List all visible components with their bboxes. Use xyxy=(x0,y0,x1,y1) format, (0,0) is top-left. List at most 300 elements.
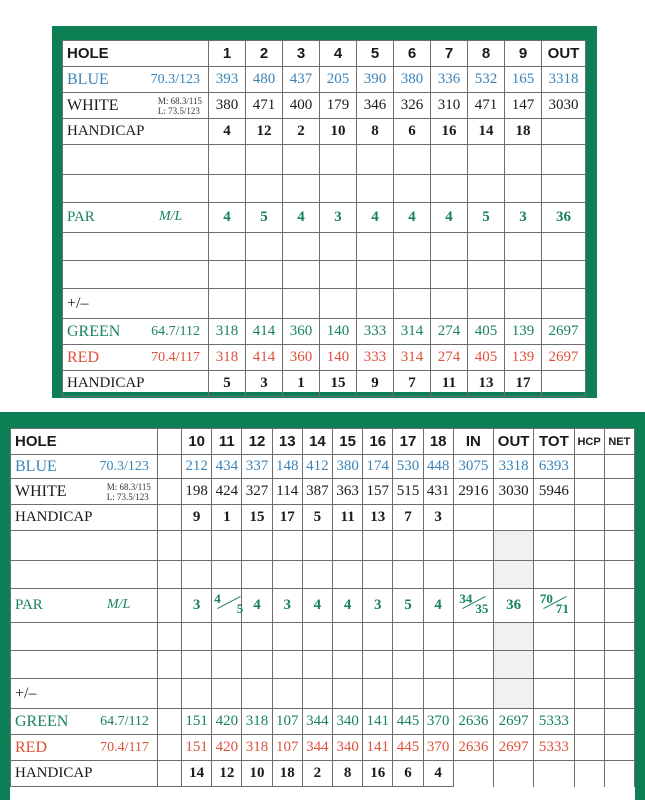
handicap-cell xyxy=(542,119,586,145)
player-row xyxy=(63,145,586,175)
score-entry-cell[interactable] xyxy=(363,651,393,679)
score-entry-cell[interactable] xyxy=(320,145,357,175)
hole-number: OUT xyxy=(494,429,534,455)
score-entry-cell[interactable] xyxy=(394,261,431,289)
hole-number: NET xyxy=(604,429,634,455)
plus-minus-cell[interactable] xyxy=(357,289,394,319)
score-entry-cell[interactable] xyxy=(333,623,363,651)
hole-number: 12 xyxy=(242,429,272,455)
red-yardage-cell: 318 xyxy=(209,345,246,371)
plus-minus-cell[interactable] xyxy=(182,679,212,709)
blue-yardage-cell: 165 xyxy=(505,67,542,93)
score-entry-cell[interactable] xyxy=(468,233,505,261)
score-entry-cell[interactable] xyxy=(534,561,574,589)
score-entry-cell[interactable] xyxy=(209,233,246,261)
score-entry-cell[interactable] xyxy=(468,145,505,175)
player-row xyxy=(63,175,586,203)
score-entry-cell[interactable] xyxy=(272,531,302,561)
score-entry-cell[interactable] xyxy=(242,531,272,561)
plus-minus-cell[interactable] xyxy=(604,679,634,709)
green-yardage-cell: 414 xyxy=(246,319,283,345)
score-entry-cell[interactable] xyxy=(574,531,604,561)
par: 4 xyxy=(302,589,332,623)
score-entry-cell[interactable] xyxy=(209,261,246,289)
blue-yardage-cell: 174 xyxy=(363,455,393,479)
green-tee-name: GREEN xyxy=(67,322,121,340)
par: 4 xyxy=(242,589,272,623)
score-entry-cell[interactable] xyxy=(209,175,246,203)
plus-minus-cell[interactable] xyxy=(157,679,181,709)
score-entry-cell[interactable] xyxy=(494,651,534,679)
blue-yardage-cell: 390 xyxy=(357,67,394,93)
par: 36 xyxy=(494,589,534,623)
score-entry-cell[interactable] xyxy=(333,531,363,561)
score-entry-cell[interactable] xyxy=(283,233,320,261)
score-entry-cell[interactable] xyxy=(283,175,320,203)
score-entry-cell[interactable] xyxy=(604,561,634,589)
score-entry-cell[interactable] xyxy=(394,145,431,175)
score-entry-cell[interactable] xyxy=(494,561,534,589)
par-cell: 5 xyxy=(246,203,283,233)
white-label xyxy=(11,479,158,505)
blue-rating: 70.3/123 xyxy=(150,71,200,87)
blue-yardage-cell xyxy=(574,455,604,479)
score-entry-cell[interactable] xyxy=(320,233,357,261)
score-entry-cell[interactable] xyxy=(157,561,181,589)
score-entry-cell[interactable] xyxy=(393,651,423,679)
spacer-cell xyxy=(157,429,181,455)
hole-number: 15 xyxy=(333,429,363,455)
score-entry-cell[interactable] xyxy=(423,623,453,651)
plus-minus-cell[interactable] xyxy=(574,679,604,709)
score-entry-cell[interactable] xyxy=(182,531,212,561)
par-row xyxy=(63,203,586,233)
white-yardage-cell: 431 xyxy=(423,479,453,505)
red-tee-name: RED xyxy=(15,738,47,756)
blue-tees-row xyxy=(11,455,635,479)
green-yardage-cell: 420 xyxy=(212,709,242,735)
empty-cell xyxy=(453,505,493,531)
plus-minus-cell[interactable] xyxy=(302,679,332,709)
score-entry-cell[interactable] xyxy=(468,261,505,289)
score-entry-cell[interactable] xyxy=(302,531,332,561)
hole-number: 5 xyxy=(357,41,394,67)
plus-minus-cell[interactable] xyxy=(468,289,505,319)
score-entry-cell[interactable] xyxy=(302,651,332,679)
score-entry-cell[interactable] xyxy=(494,531,534,561)
hole-number: 10 xyxy=(182,429,212,455)
score-entry-cell[interactable] xyxy=(157,623,181,651)
green-yardage-cell: 344 xyxy=(302,709,332,735)
blue-yardage-cell: 380 xyxy=(394,67,431,93)
score-entry-cell[interactable] xyxy=(182,561,212,589)
score-entry-cell[interactable] xyxy=(272,623,302,651)
hole-number: 16 xyxy=(363,429,393,455)
score-entry-cell[interactable] xyxy=(468,175,505,203)
score-entry-cell[interactable] xyxy=(393,623,423,651)
red-label xyxy=(11,735,158,761)
score-entry-cell[interactable] xyxy=(320,261,357,289)
score-entry-cell[interactable] xyxy=(333,651,363,679)
handicap-cell: 8 xyxy=(357,119,394,145)
handicap-cell: 4 xyxy=(209,119,246,145)
green-tee-name: GREEN xyxy=(15,712,69,730)
handicap-cell: 3 xyxy=(423,505,453,531)
score-entry-cell[interactable] xyxy=(157,531,181,561)
par-text: PAR xyxy=(15,597,43,613)
score-entry-cell[interactable] xyxy=(242,651,272,679)
ladies-handicap-cell: 16 xyxy=(363,761,393,787)
plus-minus-cell[interactable] xyxy=(333,679,363,709)
plus-minus-cell[interactable] xyxy=(363,679,393,709)
plus-minus-cell[interactable] xyxy=(393,679,423,709)
white-yardage-cell: 400 xyxy=(283,93,320,119)
par-cell: 36 xyxy=(542,203,586,233)
handicap-cell: 1 xyxy=(212,505,242,531)
par-in xyxy=(453,589,493,623)
white-yardage-cell: 471 xyxy=(468,93,505,119)
score-entry-cell[interactable] xyxy=(542,175,586,203)
score-entry-cell[interactable] xyxy=(431,175,468,203)
score-entry-cell[interactable] xyxy=(604,531,634,561)
score-entry-cell[interactable] xyxy=(212,531,242,561)
name-entry-cell[interactable] xyxy=(11,531,158,561)
blue-yardage-cell: 6393 xyxy=(534,455,574,479)
plus-minus-cell[interactable] xyxy=(431,289,468,319)
blue-yardage-cell xyxy=(604,455,634,479)
blue-label xyxy=(11,455,158,479)
handicap2-label: HANDICAP xyxy=(63,371,209,397)
score-entry-cell[interactable] xyxy=(542,145,586,175)
spacer-cell xyxy=(157,589,181,623)
handicap-cell: 2 xyxy=(283,119,320,145)
hole-number: 17 xyxy=(393,429,423,455)
score-entry-cell[interactable] xyxy=(242,623,272,651)
blue-label xyxy=(63,67,209,93)
plus-minus-cell[interactable] xyxy=(394,289,431,319)
front-nine-table xyxy=(62,40,586,397)
hole-number: HCP xyxy=(574,429,604,455)
name-entry-cell[interactable] xyxy=(63,175,209,203)
hole-label: HOLE xyxy=(63,41,209,67)
handicap-cell: 6 xyxy=(394,119,431,145)
score-entry-cell[interactable] xyxy=(431,145,468,175)
white-yardage-cell: 5946 xyxy=(534,479,574,505)
par-hole-11 xyxy=(212,589,242,623)
white-yardage-cell: 3030 xyxy=(494,479,534,505)
blue-yardage-cell: 337 xyxy=(242,455,272,479)
red-yardage-cell: 2697 xyxy=(542,345,586,371)
score-entry-cell[interactable] xyxy=(363,531,393,561)
green-yardage-cell: 2636 xyxy=(453,709,493,735)
white-rating xyxy=(158,96,202,116)
score-entry-cell[interactable] xyxy=(283,261,320,289)
green-yardage-cell: 2697 xyxy=(494,709,534,735)
score-entry-cell[interactable] xyxy=(357,233,394,261)
plus-minus-cell[interactable] xyxy=(542,289,586,319)
green-label xyxy=(11,709,158,735)
white-tees-row xyxy=(63,93,586,119)
par-men: 70 xyxy=(539,591,553,606)
score-entry-cell[interactable] xyxy=(394,233,431,261)
red-yardage-cell: 340 xyxy=(333,735,363,761)
red-yardage-cell: 314 xyxy=(394,345,431,371)
white-yardage-cell: 114 xyxy=(272,479,302,505)
score-entry-cell[interactable] xyxy=(357,145,394,175)
hole-number: 11 xyxy=(212,429,242,455)
ladies-handicap-cell: 15 xyxy=(320,371,357,397)
score-entry-cell[interactable] xyxy=(246,175,283,203)
score-entry-cell[interactable] xyxy=(505,233,542,261)
empty-cell xyxy=(604,589,634,623)
empty-cell xyxy=(574,589,604,623)
score-entry-cell[interactable] xyxy=(302,561,332,589)
hole-number: 4 xyxy=(320,41,357,67)
score-entry-cell[interactable] xyxy=(357,175,394,203)
score-entry-cell[interactable] xyxy=(272,561,302,589)
front-nine-card xyxy=(52,26,597,398)
score-entry-cell[interactable] xyxy=(283,145,320,175)
par-total-fraction xyxy=(538,591,570,615)
ladies-handicap-cell: 10 xyxy=(242,761,272,787)
par-cell: 4 xyxy=(394,203,431,233)
score-entry-cell[interactable] xyxy=(302,623,332,651)
player-row xyxy=(63,233,586,261)
par: 3 xyxy=(272,589,302,623)
score-entry-cell[interactable] xyxy=(431,233,468,261)
hole-number: IN xyxy=(453,429,493,455)
white-tee-name: WHITE xyxy=(67,96,119,114)
ladies-handicap-cell: 7 xyxy=(394,371,431,397)
score-entry-cell[interactable] xyxy=(574,651,604,679)
white-yardage-cell: 380 xyxy=(209,93,246,119)
red-yardage-cell: 141 xyxy=(363,735,393,761)
score-entry-cell[interactable] xyxy=(574,561,604,589)
blue-yardage-cell: 3075 xyxy=(453,455,493,479)
par-ladies: 5 xyxy=(236,601,244,616)
blue-yardage-cell: 3318 xyxy=(542,67,586,93)
score-entry-cell[interactable] xyxy=(494,623,534,651)
hole-label: HOLE xyxy=(11,429,158,455)
white-yardage-cell: 387 xyxy=(302,479,332,505)
score-entry-cell[interactable] xyxy=(453,651,493,679)
hole-header-row xyxy=(11,429,635,455)
red-yardage-cell: 420 xyxy=(212,735,242,761)
par-label xyxy=(63,203,209,233)
blue-yardage-cell: 530 xyxy=(393,455,423,479)
score-entry-cell[interactable] xyxy=(453,531,493,561)
plus-minus-cell[interactable] xyxy=(209,289,246,319)
white-yardage-cell: 198 xyxy=(182,479,212,505)
score-entry-cell[interactable] xyxy=(272,651,302,679)
red-yardage-cell: 318 xyxy=(242,735,272,761)
red-yardage-cell: 5333 xyxy=(534,735,574,761)
plus-minus-row xyxy=(63,289,586,319)
red-yardage-cell: 151 xyxy=(182,735,212,761)
red-yardage-cell: 445 xyxy=(393,735,423,761)
name-entry-cell[interactable] xyxy=(11,623,158,651)
handicap-cell: 11 xyxy=(333,505,363,531)
par-men: 34 xyxy=(459,591,473,606)
player-row xyxy=(11,561,635,589)
score-entry-cell[interactable] xyxy=(246,145,283,175)
empty-cell xyxy=(604,761,634,787)
name-entry-cell[interactable] xyxy=(63,233,209,261)
plus-minus-label: +/– xyxy=(63,289,209,319)
hole-number: 8 xyxy=(468,41,505,67)
handicap2-label: HANDICAP xyxy=(11,761,158,787)
white-yardage-cell: 157 xyxy=(363,479,393,505)
green-tees-row xyxy=(63,319,586,345)
par: 4 xyxy=(333,589,363,623)
plus-minus-cell[interactable] xyxy=(212,679,242,709)
score-entry-cell[interactable] xyxy=(212,651,242,679)
score-entry-cell[interactable] xyxy=(182,651,212,679)
red-yardage-cell: 360 xyxy=(283,345,320,371)
score-entry-cell[interactable] xyxy=(542,233,586,261)
score-entry-cell[interactable] xyxy=(423,531,453,561)
empty-cell xyxy=(534,761,574,787)
score-entry-cell[interactable] xyxy=(363,623,393,651)
hole-number: 2 xyxy=(246,41,283,67)
plus-minus-cell[interactable] xyxy=(534,679,574,709)
handicap-cell: 9 xyxy=(182,505,212,531)
plus-minus-cell[interactable] xyxy=(283,289,320,319)
plus-minus-cell[interactable] xyxy=(272,679,302,709)
white-yardage-cell xyxy=(574,479,604,505)
blue-rating: 70.3/123 xyxy=(99,458,149,474)
ladies-handicap-cell: 18 xyxy=(272,761,302,787)
hole-number: 3 xyxy=(283,41,320,67)
par-men: 4 xyxy=(214,591,221,606)
plus-minus-cell[interactable] xyxy=(423,679,453,709)
score-entry-cell[interactable] xyxy=(534,623,574,651)
hole-number: TOT xyxy=(534,429,574,455)
red-rating: 70.4/117 xyxy=(100,739,149,755)
name-entry-cell[interactable] xyxy=(11,561,158,589)
empty-cell xyxy=(534,505,574,531)
par-cell: 4 xyxy=(431,203,468,233)
score-entry-cell[interactable] xyxy=(542,261,586,289)
score-entry-cell[interactable] xyxy=(534,651,574,679)
score-entry-cell[interactable] xyxy=(212,561,242,589)
ladies-handicap-cell: 8 xyxy=(333,761,363,787)
score-entry-cell[interactable] xyxy=(431,261,468,289)
name-entry-cell[interactable] xyxy=(11,651,158,679)
par-cell: 3 xyxy=(320,203,357,233)
blue-yardage-cell: 336 xyxy=(431,67,468,93)
handicap-cell: 15 xyxy=(242,505,272,531)
red-yardage-cell: 414 xyxy=(246,345,283,371)
red-yardage-cell: 107 xyxy=(272,735,302,761)
score-entry-cell[interactable] xyxy=(157,651,181,679)
score-entry-cell[interactable] xyxy=(393,561,423,589)
handicap-cell: 16 xyxy=(431,119,468,145)
score-entry-cell[interactable] xyxy=(394,175,431,203)
white-rating-ladies: L: 73.5/123 xyxy=(106,491,149,502)
blue-yardage-cell: 393 xyxy=(209,67,246,93)
score-entry-cell[interactable] xyxy=(320,175,357,203)
hole-number: 6 xyxy=(394,41,431,67)
score-entry-cell[interactable] xyxy=(393,531,423,561)
par-cell: 3 xyxy=(505,203,542,233)
green-yardage-cell: 5333 xyxy=(534,709,574,735)
score-entry-cell[interactable] xyxy=(423,651,453,679)
score-entry-cell[interactable] xyxy=(604,623,634,651)
plus-minus-cell[interactable] xyxy=(246,289,283,319)
score-entry-cell[interactable] xyxy=(574,623,604,651)
par: 5 xyxy=(393,589,423,623)
green-yardage-cell: 107 xyxy=(272,709,302,735)
score-entry-cell[interactable] xyxy=(212,623,242,651)
score-entry-cell[interactable] xyxy=(246,261,283,289)
score-entry-cell[interactable] xyxy=(333,561,363,589)
plus-minus-cell[interactable] xyxy=(320,289,357,319)
score-entry-cell[interactable] xyxy=(505,145,542,175)
score-entry-cell[interactable] xyxy=(505,261,542,289)
red-yardage-cell: 139 xyxy=(505,345,542,371)
score-entry-cell[interactable] xyxy=(246,233,283,261)
score-entry-cell[interactable] xyxy=(209,145,246,175)
score-entry-cell[interactable] xyxy=(363,561,393,589)
par-men-ladies: M/L xyxy=(159,209,183,224)
spacer-cell xyxy=(157,505,181,531)
empty-cell xyxy=(604,505,634,531)
par: 3 xyxy=(363,589,393,623)
handicap-cell: 7 xyxy=(393,505,423,531)
white-yardage-cell: 326 xyxy=(394,93,431,119)
white-tee-name: WHITE xyxy=(15,482,67,500)
blue-tees-row xyxy=(63,67,586,93)
green-yardage-cell: 140 xyxy=(320,319,357,345)
handicap-cell: 13 xyxy=(363,505,393,531)
score-entry-cell[interactable] xyxy=(357,261,394,289)
plus-minus-cell[interactable] xyxy=(242,679,272,709)
blue-yardage-cell: 380 xyxy=(333,455,363,479)
green-yardage-cell: 139 xyxy=(505,319,542,345)
plus-minus-cell[interactable] xyxy=(505,289,542,319)
score-entry-cell[interactable] xyxy=(604,651,634,679)
score-entry-cell[interactable] xyxy=(242,561,272,589)
plus-minus-cell[interactable] xyxy=(453,679,493,709)
blue-yardage-cell: 212 xyxy=(182,455,212,479)
red-rating: 70.4/117 xyxy=(151,349,200,365)
white-yardage-cell: 346 xyxy=(357,93,394,119)
name-entry-cell[interactable] xyxy=(63,261,209,289)
par-cell: 4 xyxy=(357,203,394,233)
white-rating-men: M: 68.3/115 xyxy=(106,481,151,492)
empty-cell xyxy=(574,761,604,787)
score-entry-cell[interactable] xyxy=(423,561,453,589)
score-entry-cell[interactable] xyxy=(505,175,542,203)
score-entry-cell[interactable] xyxy=(534,531,574,561)
name-entry-cell[interactable] xyxy=(63,145,209,175)
green-yardage-cell: 445 xyxy=(393,709,423,735)
score-entry-cell[interactable] xyxy=(453,623,493,651)
score-entry-cell[interactable] xyxy=(182,623,212,651)
red-tees-row xyxy=(63,345,586,371)
player-row xyxy=(11,531,635,561)
score-entry-cell[interactable] xyxy=(453,561,493,589)
ladies-handicap-cell: 4 xyxy=(423,761,453,787)
par-total xyxy=(534,589,574,623)
ladies-handicap-cell: 5 xyxy=(209,371,246,397)
player-row xyxy=(11,623,635,651)
plus-minus-cell[interactable] xyxy=(494,679,534,709)
white-yardage-cell: 2916 xyxy=(453,479,493,505)
empty-cell xyxy=(494,761,534,787)
handicap-cell: 5 xyxy=(302,505,332,531)
